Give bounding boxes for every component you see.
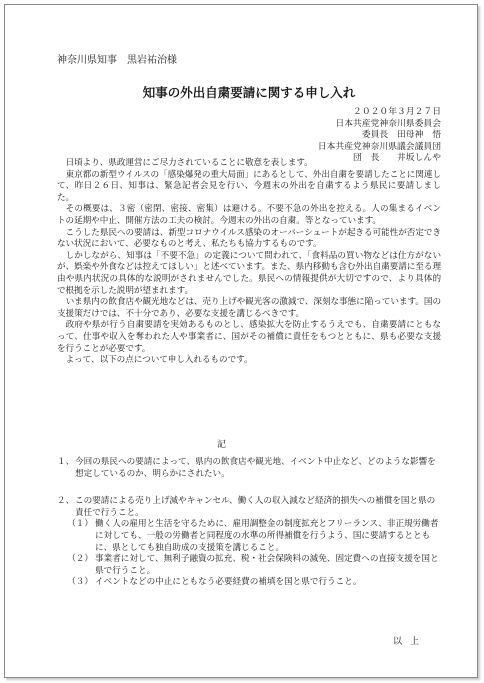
sub-item-text: 働く人の雇用と生活を守るために、雇用調整金の制度拡充とフリーランス、非正規労働者に対しても、一般の労働者と同程度の水準の所得補償を行うよう、国に要請するとともに、県としても独自助成の支援策を講じること。 [95,519,439,553]
item-number: ２、 [57,496,75,507]
sub-item [57,519,441,554]
body-text [57,158,441,367]
closing-mark: 以上 [392,637,427,647]
sub-item-text: 事業者に対して、無利子融資の拡充、税・社会保険料の減免、固定費への直接支援を国と県で行うこと。 [95,554,439,576]
sender-block [318,107,441,165]
body-paragraph: 政府や県が行う自粛要請を実効あるものとし、感染拡大を防止するうえでも、自粛要請にともなって、仕事や収入を奪われた人や事業者に、国がその補償に責任をもつとともに、県も必要な支援を行うことが必要です。 [57,320,441,354]
sub-item [57,577,441,589]
sender-leader: 団 長 井坂しんや [353,153,441,164]
body-paragraph: よって、以下の点について申し入れるものです。 [65,355,253,366]
body-paragraph: 日頃より、県政運営にご尽力されていることに敬意を表します。 [65,158,313,168]
item-text: この要請による売り上げ減やキャンセル、働く人の収入減など経済的損失への補償を国と県の責任で行うこと。 [75,496,436,518]
document-title: 知事の外出自粛要請に関する申し入れ [142,85,356,100]
request-item [57,496,441,519]
sub-item-number: （３） [67,577,93,588]
request-items [57,457,441,589]
sub-item-text: イベントなどの中止にともなう必要経費の補填を国と県で行うこと。 [95,577,362,588]
body-paragraph: いま県内の飲食店や観光地などは、売り上げや観光客の激減で、深刻な事態に陥っています。国の支援策だけでは、不十分であり、必要な支援を講じるべきです。 [57,297,441,319]
sub-item-number: （１） [67,519,93,530]
sender-group: 日本共産党神奈川県議会議員団 [317,141,441,152]
request-item [57,457,441,480]
sub-item-number: （２） [67,554,93,565]
document-frame [4,4,478,678]
body-paragraph: こうした県民への要請は、新型コロナウイルス感染のオーバーシュートが起きる可能性が否定できない状況において、必要なものと考え、私たちも協力するものです。 [57,227,441,250]
date: ２０２０年３月２７日 [353,107,441,117]
body-paragraph: しかしながら、知事は「不要不急」の定義について問われて、「食料品の買い物などは仕方がないが、娯楽や外食などは控えてほしい」と述べています。また、県内移動も含む外出自粛要請に至る理由や県内状況の具体的な説明がされませんでした。県民への情報提供が大切ですので、より具体的で根拠を示した説明が望まれます。 [57,250,441,296]
item-number: １、 [57,457,75,467]
item-text: 今回の県民への要請によって、県内の飲食店や観光地、イベント中止など、どのような影響を想定しているのか、明らかにされたい。 [75,457,436,479]
addressee: 神奈川県知事 黒岩祐治様 [57,55,177,66]
sender-org: 日本共産党神奈川県委員会 [335,118,441,129]
body-paragraph: その概要は、３密（密閉、密接、密集）は避ける。不要不急の外出を控える。人の集まるイベントの延期や中止、開催方法の工夫の検討。今週末の外出の自粛。等となっています。 [57,204,441,226]
body-paragraph: 東京都の新型ウイルスの「感染爆発の重大局面」にあるとして、外出自粛を要請したことに関連して、昨日２６日、知事は、緊急記者会見を行い、今週末の外出を自粛するよう県民に要請しました。 [57,169,441,203]
sender-chair: 委員長 田母神 悟 [361,130,441,141]
ki-heading: 記 [217,440,227,450]
sub-item [57,554,441,577]
